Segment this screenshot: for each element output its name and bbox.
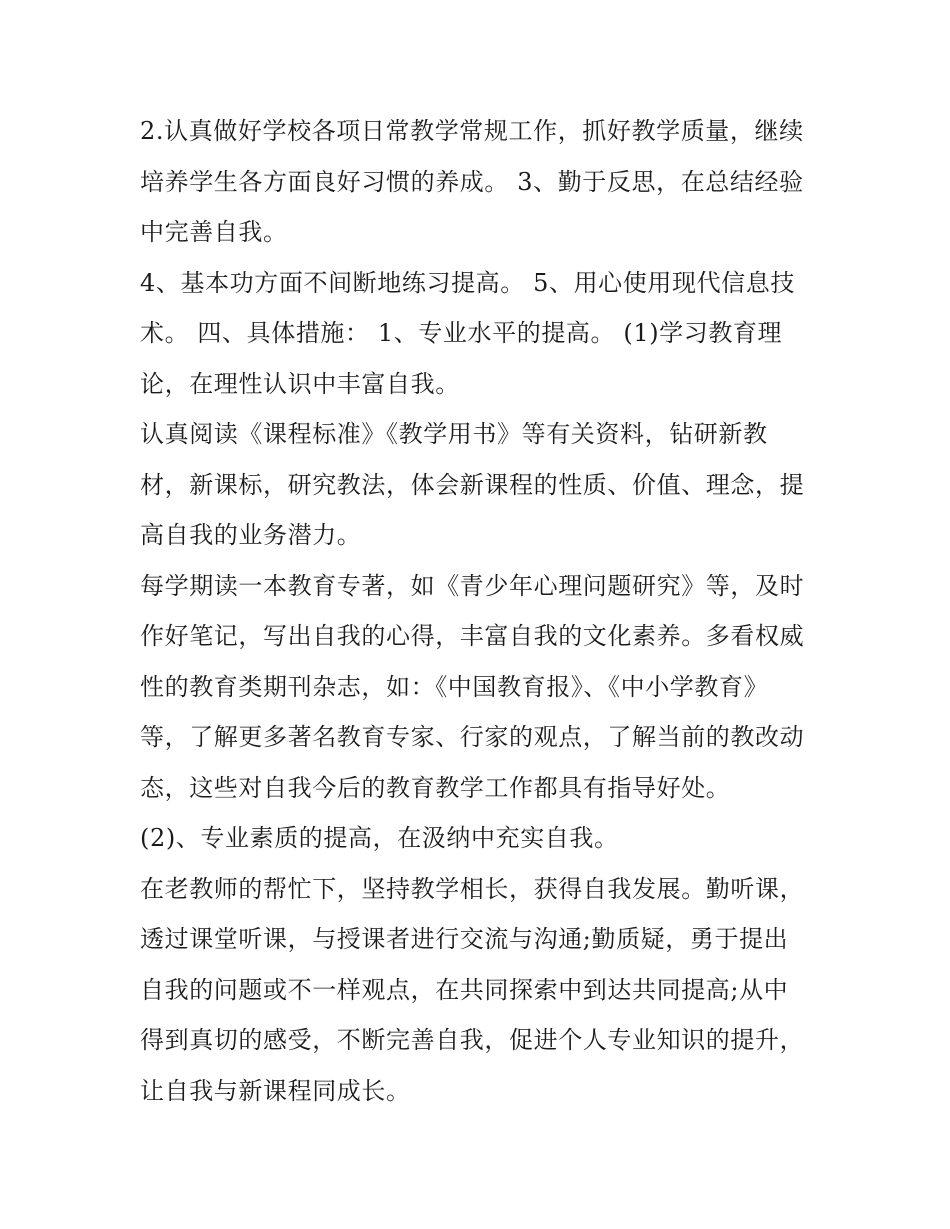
text-line: 得到真切的感受，不断完善自我，促进个人专业知识的提升， xyxy=(140,1026,805,1054)
text-line: 材，新课标，研究教法，体会新课程的性质、价值、理念，提 xyxy=(140,470,805,499)
text-line: 2.认真做好学校各项日常教学常规工作，抓好教学质量，继续 xyxy=(140,117,804,145)
text-line: 论，在理性认识中丰富自我。 xyxy=(140,369,460,398)
text-line: 作好笔记，写出自我的心得，丰富自我的文化素养。多看权威 xyxy=(140,622,805,650)
document-body xyxy=(140,106,820,1116)
text-line: 高自我的业务潜力。 xyxy=(140,521,362,549)
text-line: 自我的问题或不一样观点，在共同探索中到达共同提高;从中 xyxy=(140,975,789,1004)
text-line: 透过课堂听课，与授课者进行交流与沟通;勤质疑，勇于提出 xyxy=(140,925,789,953)
text-line: 术。 四、具体措施： 1、专业水平的提高。 (1)学习教育理 xyxy=(140,319,783,347)
text-line: 让自我与新课程同成长。 xyxy=(140,1076,411,1105)
text-line: 等，了解更多著名教育专家、行家的观点，了解当前的教改动 xyxy=(140,723,805,751)
text-line: 中完善自我。 xyxy=(140,218,288,246)
text-line: 每学期读一本教育专著，如《青少年心理问题研究》等，及时 xyxy=(140,571,805,600)
text-line: (2)、专业素质的提高，在汲纳中充实自我。 xyxy=(140,824,619,852)
text-line: 在老教师的帮忙下，坚持教学相长，获得自我发展。勤听课， xyxy=(140,874,805,903)
text-line: 态，这些对自我今后的教育教学工作都具有指导好处。 xyxy=(140,773,731,802)
text-line: 性的教育类期刊杂志，如：《中国教育报》、《中小学教育》 xyxy=(140,672,769,701)
text-line: 培养学生各方面良好习惯的养成。 3、勤于反思，在总结经验 xyxy=(140,167,804,196)
text-line: 认真阅读《课程标准》《教学用书》等有关资料，钻研新教 xyxy=(140,420,768,448)
text-line: 4、基本功方面不间断地练习提高。 5、用心使用现代信息技 xyxy=(140,268,795,297)
